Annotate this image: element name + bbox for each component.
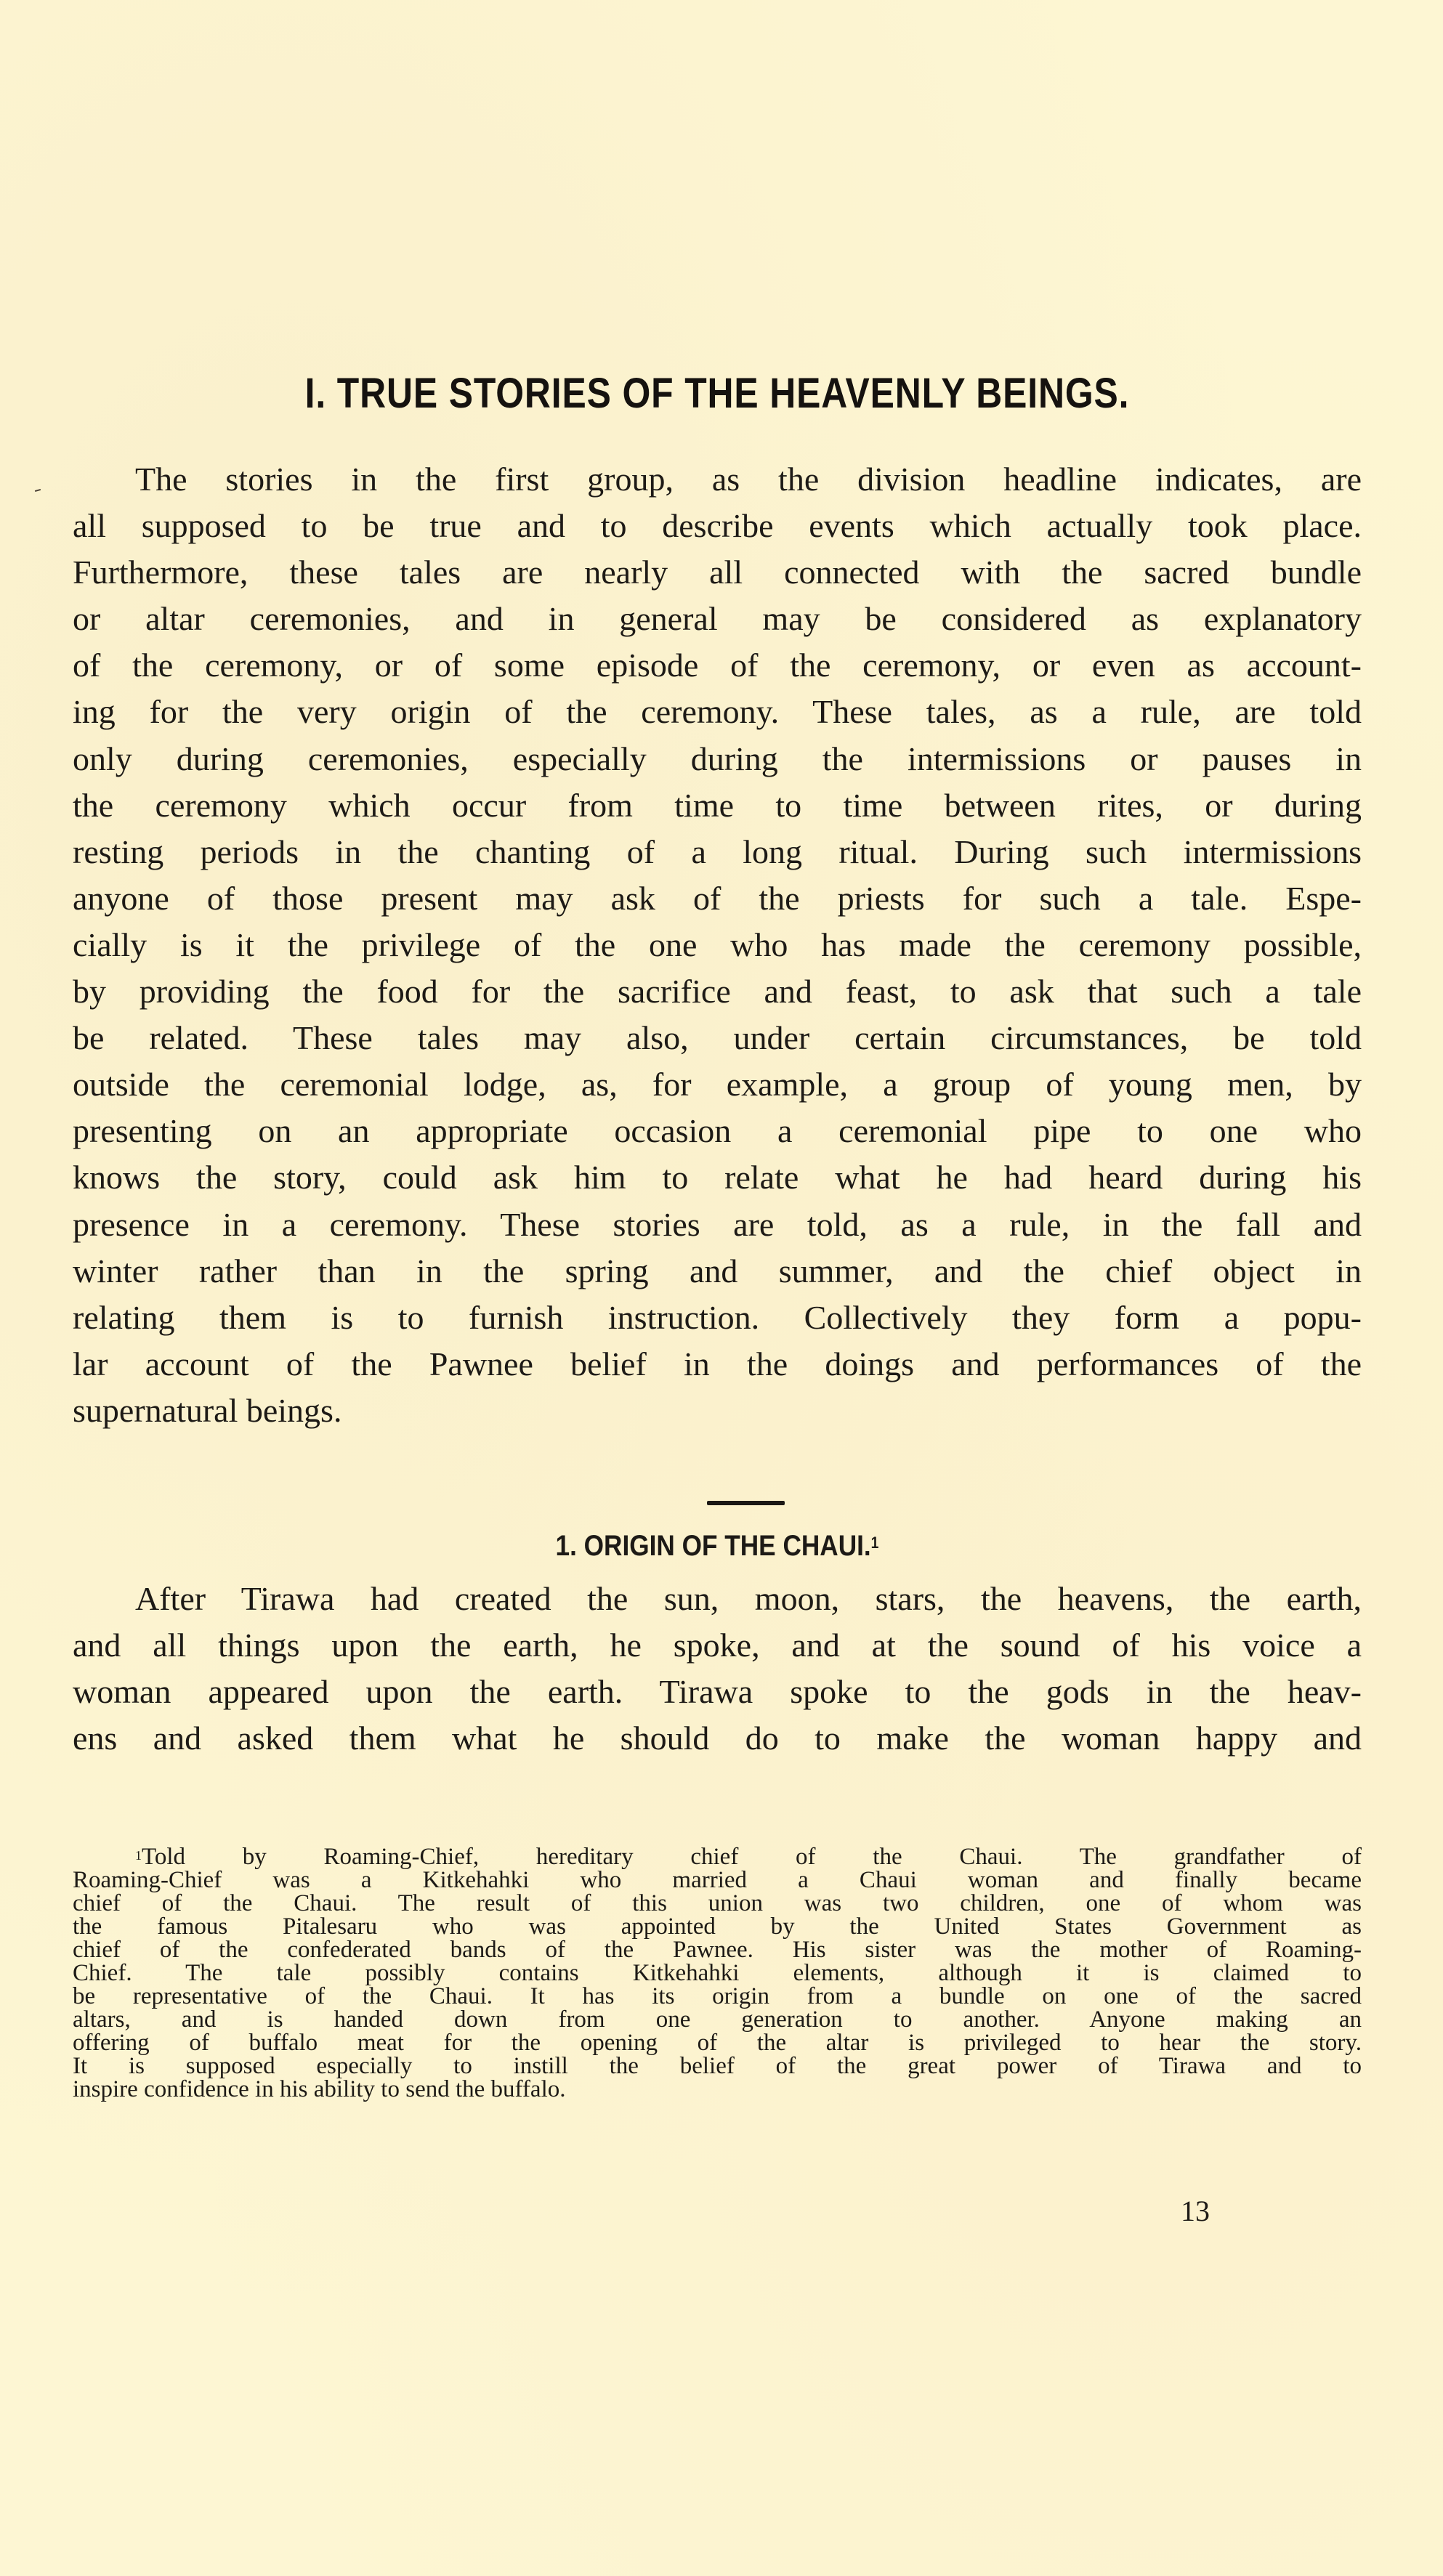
section-heading: I. TRUE STORIES OF THE HEAVENLY BEINGS. [304, 370, 1130, 417]
footnote-line: offering of buffalo meat for the opening of the altar is privileged to hear the story. [73, 2030, 1362, 2056]
text-line: lar account of the Pawnee belief in the doings and performances of the [73, 1345, 1362, 1382]
text-line: or altar ceremonies, and in general may be considered as explanatory [73, 600, 1362, 638]
text-line: The stories in the first group, as the division headline indicates, are [135, 461, 1362, 498]
footnote-line: be representative of the Chaui. It has its origin from a bundle on one of the sacred [73, 1983, 1362, 2009]
footnote-line: chief of the confederated bands of the Pawnee. His sister was the mother of Roaming- [73, 1937, 1362, 1963]
story-paragraph [73, 1576, 1362, 1762]
footnote-line: inspire confidence in his ability to send the buffalo. [73, 2076, 566, 2102]
footnote-line [73, 1845, 1362, 1868]
story-heading-text: 1. ORIGIN OF THE CHAUI. [555, 1530, 871, 1562]
text-line: presenting on an appropriate occasion a ceremonial pipe to one who [73, 1112, 1362, 1150]
text-line: the ceremony which occur from time to time between rites, or during [73, 786, 1362, 824]
text-line: all supposed to be true and to describe events which actually took place. [73, 507, 1362, 545]
text-line: anyone of those present may ask of the priests for such a tale. Espe- [73, 879, 1362, 917]
text-line: presence in a ceremony. These stories are told, as a rule, in the fall and [73, 1205, 1362, 1243]
footnote [73, 1845, 1362, 2101]
footnote-line: the famous Pitalesaru who was appointed by the United States Government as [73, 1913, 1362, 1940]
text-line: by providing the food for the sacrifice and feast, to ask that such a tale [73, 973, 1362, 1010]
page-number: 13 [1181, 2195, 1210, 2227]
text-line: ing for the very origin of the ceremony. These tales, as a rule, are told [73, 693, 1362, 731]
text-line: ens and asked them what he should do to make the woman happy and [73, 1720, 1362, 1757]
text-line: resting periods in the chanting of a long ritual. During such intermissions [73, 833, 1362, 870]
footnote-line: It is supposed especially to instill the belief of the great power of Tirawa and to [73, 2053, 1362, 2079]
text-line: After Tirawa had created the sun, moon, stars, the heavens, the earth, [135, 1580, 1362, 1617]
footnote-reference[interactable]: 1 [870, 1534, 879, 1552]
text-line: only during ceremonies, especially during the intermissions or pauses in [73, 740, 1362, 777]
story-heading-container [73, 1531, 1362, 1568]
text-line: of the ceremony, or of some episode of the ceremony, or even as account- [73, 647, 1362, 684]
text-line: knows the story, could ask him to relate what he had heard during his [73, 1159, 1362, 1196]
footnote-line: chief of the Chaui. The result of this union was two children, one of whom was [73, 1890, 1362, 1916]
story-heading [150, 1531, 1284, 1560]
margin-mark [35, 489, 41, 492]
text-line: and all things upon the earth, he spoke, and at the sound of his voice a [73, 1627, 1362, 1664]
section-divider-rule [707, 1501, 785, 1505]
text-line: Furthermore, these tales are nearly all connected with the sacred bundle [73, 554, 1362, 591]
footnote-line: Chief. The tale possibly contains Kitkehahki elements, although it is claimed to [73, 1960, 1362, 1986]
text-line: relating them is to furnish instruction. Collectively they form a popu- [73, 1298, 1362, 1336]
footnote-marker: 1 [135, 1848, 142, 1863]
text-line: supernatural beings. [73, 1391, 342, 1429]
footnote-line-text: Told by Roaming-Chief, hereditary chief of the Chaui. The grandfather of [142, 1844, 1362, 1870]
text-line: woman appeared upon the earth. Tirawa spoke to the gods in the heav- [73, 1673, 1362, 1711]
text-line: outside the ceremonial lodge, as, for example, a group of young men, by [73, 1066, 1362, 1103]
footnote-line: Roaming-Chief was a Kitkehahki who married a Chaui woman and finally became [73, 1867, 1362, 1893]
text-line: be related. These tales may also, under certain circumstances, be told [73, 1019, 1362, 1057]
text-line: winter rather than in the spring and summer, and the chief object in [73, 1252, 1362, 1289]
footnote-line: altars, and is handed down from one generation to another. Anyone making an [73, 2006, 1362, 2033]
intro-paragraph [73, 456, 1362, 1434]
text-line: cially is it the privilege of the one who has made the ceremony possible, [73, 926, 1362, 963]
